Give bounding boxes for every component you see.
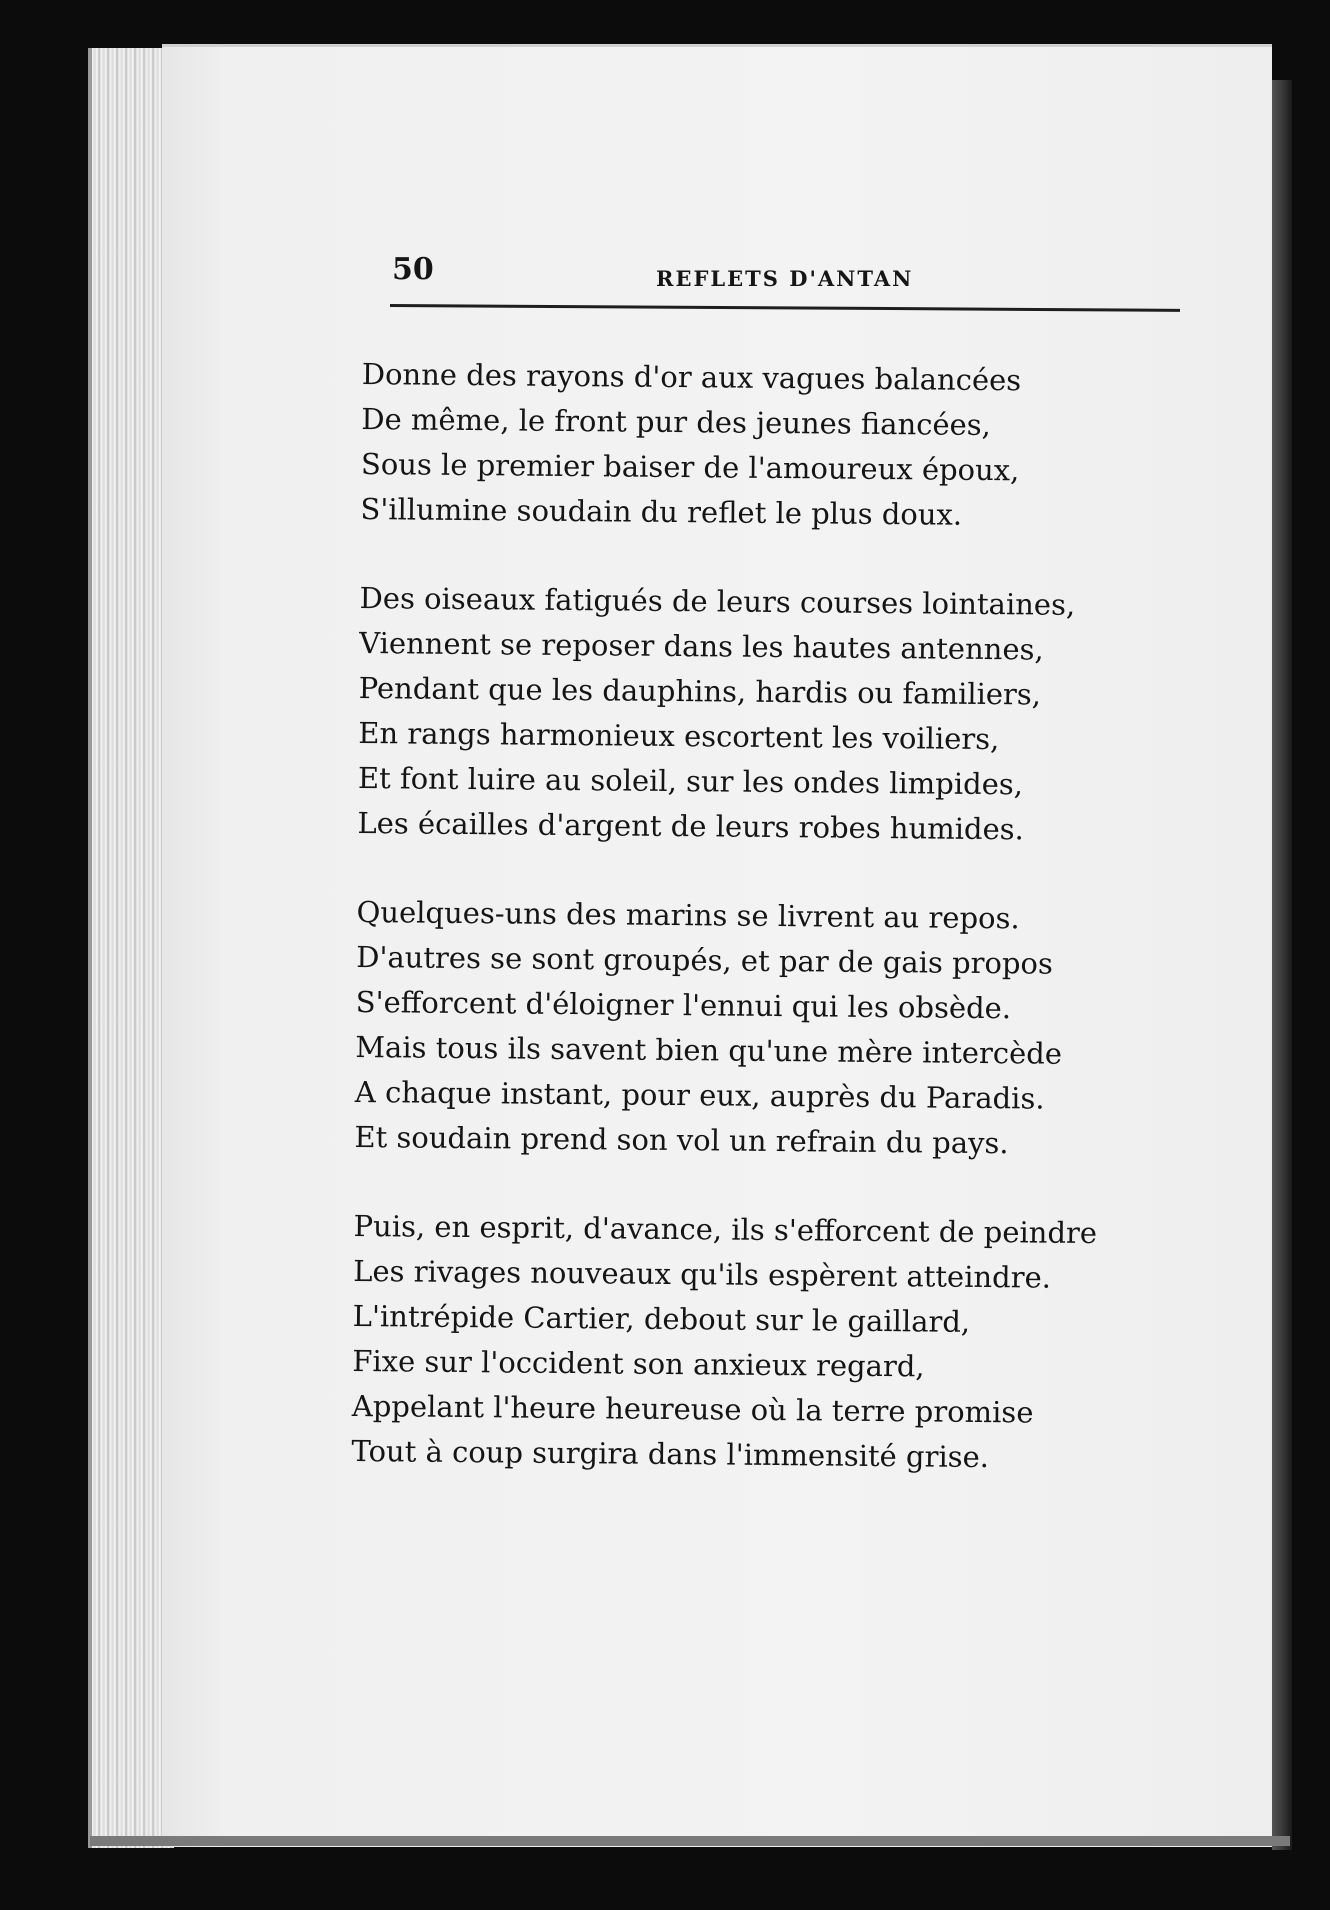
verse-line: Les rivages nouveaux qu'ils espèrent atteindre. [353,1253,1052,1295]
verse-line: Puis, en esprit, d'avance, ils s'efforcent de peindre [353,1208,1098,1251]
verse-line: De même, le front pur des jeunes fiancées, [361,401,992,443]
page-bottom-edge [90,1836,1290,1846]
verse-line: Tout à coup surgira dans l'immensité grise. [351,1433,990,1475]
verse-line: S'efforcent d'éloigner l'ennui qui les obsède. [355,984,1012,1026]
verse-line: Les écailles d'argent de leurs robes humides. [357,805,1025,847]
stanza-4 [351,1204,1214,1482]
verse-line: Pendant que les dauphins, hardis ou familiers, [358,670,1042,712]
verse-line: Fixe sur l'occident son anxieux regard, [352,1343,925,1384]
running-title: REFLETS D'ANTAN [656,266,914,291]
verse-line: Mais tous ils savent bien qu'une mère intercède [355,1029,1063,1071]
stanza-1 [360,352,1222,540]
verse-line: Des oiseaux fatigués de leurs courses lointaines, [359,580,1076,622]
verse-line: Sous le premier baiser de l'amoureux époux, [360,446,1020,488]
verse-line: Donne des rayons d'or aux vagues balancées [361,356,1022,398]
verse-line: Et font luire au soleil, sur les ondes limpides, [357,760,1024,802]
verse-line: L'intrépide Cartier, debout sur le gaillard, [352,1298,971,1339]
verse-line: En rangs harmonieux escortent les voiliers, [358,715,1000,757]
verse-line: S'illumine soudain du reflet le plus doux. [360,491,963,532]
verse-line: Appelant l'heure heureuse où la terre promise [351,1388,1034,1430]
verse-line: D'autres se sont groupés, et par de gais propos [356,939,1053,981]
poem-text [351,352,1222,1526]
verse-line: A chaque instant, pour eux, auprès du Paradis. [354,1074,1045,1116]
stanza-2 [357,576,1220,854]
verse-line: Et soudain prend son vol un refrain du pays. [354,1119,1009,1161]
page-number: 50 [392,252,434,287]
verse-line: Viennent se reposer dans les hautes antennes, [359,625,1044,667]
verse-line: Quelques-uns des marins se livrent au repos. [356,894,1020,936]
stanza-3 [354,890,1217,1168]
book-binding [1272,80,1292,1850]
